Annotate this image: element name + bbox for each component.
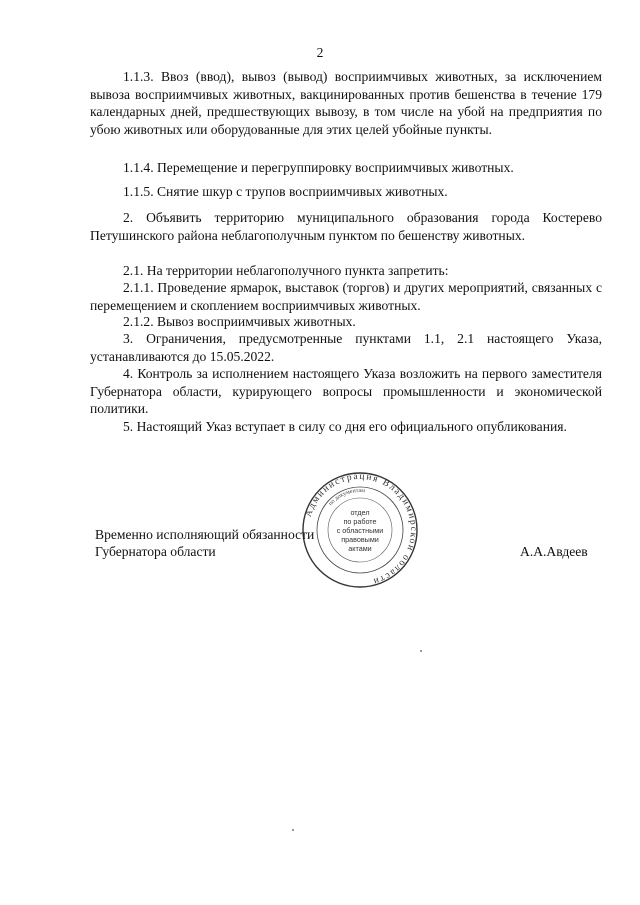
scan-speck bbox=[292, 829, 294, 831]
signatory-position-line1: Временно исполняющий обязанности bbox=[95, 527, 315, 542]
stamp-center-line: по работе bbox=[343, 517, 377, 526]
paragraph-2-1-2: 2.1.2. Вывоз восприимчивых животных. bbox=[123, 314, 356, 329]
stamp-center-line: отдел bbox=[350, 508, 370, 517]
paragraph-1-1-4: 1.1.4. Перемещение и перегруппировку восприимчивых животных. bbox=[123, 160, 514, 175]
scan-speck bbox=[420, 650, 422, 652]
page-number: 2 bbox=[316, 45, 324, 60]
stamp-center-line: актами bbox=[348, 544, 372, 553]
official-stamp bbox=[300, 471, 420, 589]
paragraph-2-1-1: 2.1.1. Проведение ярмарок, выставок (торгов) и других мероприятий, связанных с перемещением и скоплением восприимчивых животных. bbox=[90, 280, 602, 313]
paragraph-3: 3. Ограничения, предусмотренные пунктами 1.1, 2.1 настоящего Указа, устанавливаются до 15.05.2022. bbox=[90, 331, 602, 364]
svg-text:по документам bbox=[328, 488, 366, 507]
stamp-inner-text: по документам bbox=[327, 487, 366, 508]
paragraph-4: 4. Контроль за исполнением настоящего Указа возложить на первого заместителя Губернатора области, курирующего вопросы промышленности и экономической политики. bbox=[90, 366, 602, 416]
stamp-center-line: с областными bbox=[336, 526, 384, 535]
signatory-name: А.А.Авдеев bbox=[520, 544, 588, 559]
paragraph-1-1-5: 1.1.5. Снятие шкур с трупов восприимчивых животных. bbox=[123, 184, 448, 199]
paragraph-2-1: 2.1. На территории неблагополучного пункта запретить: bbox=[123, 263, 449, 278]
stamp-outer-text: Администрация Владимирской области bbox=[303, 471, 419, 587]
paragraph-1-1-3: 1.1.3. Ввоз (ввод), вывоз (вывод) восприимчивых животных, за исключением вывоза восприимчивых животных, вакцинированных против бешенства в течение 179 календарных дней, предшествующих вывозу, в том числе на убой на предприятия по убою животных или оборудованные для этих целей убойные пункты. bbox=[90, 69, 602, 137]
stamp-seal-icon bbox=[300, 471, 420, 589]
paragraph-5: 5. Настоящий Указ вступает в силу со дня его официального опубликования. bbox=[123, 419, 567, 434]
paragraph-2: 2. Объявить территорию муниципального образования города Костерево Петушинского района неблагополучным пунктом по бешенству животных. bbox=[90, 210, 602, 243]
stamp-center-line: правовыми bbox=[341, 535, 379, 544]
signatory-position-line2: Губернатора области bbox=[95, 544, 216, 559]
